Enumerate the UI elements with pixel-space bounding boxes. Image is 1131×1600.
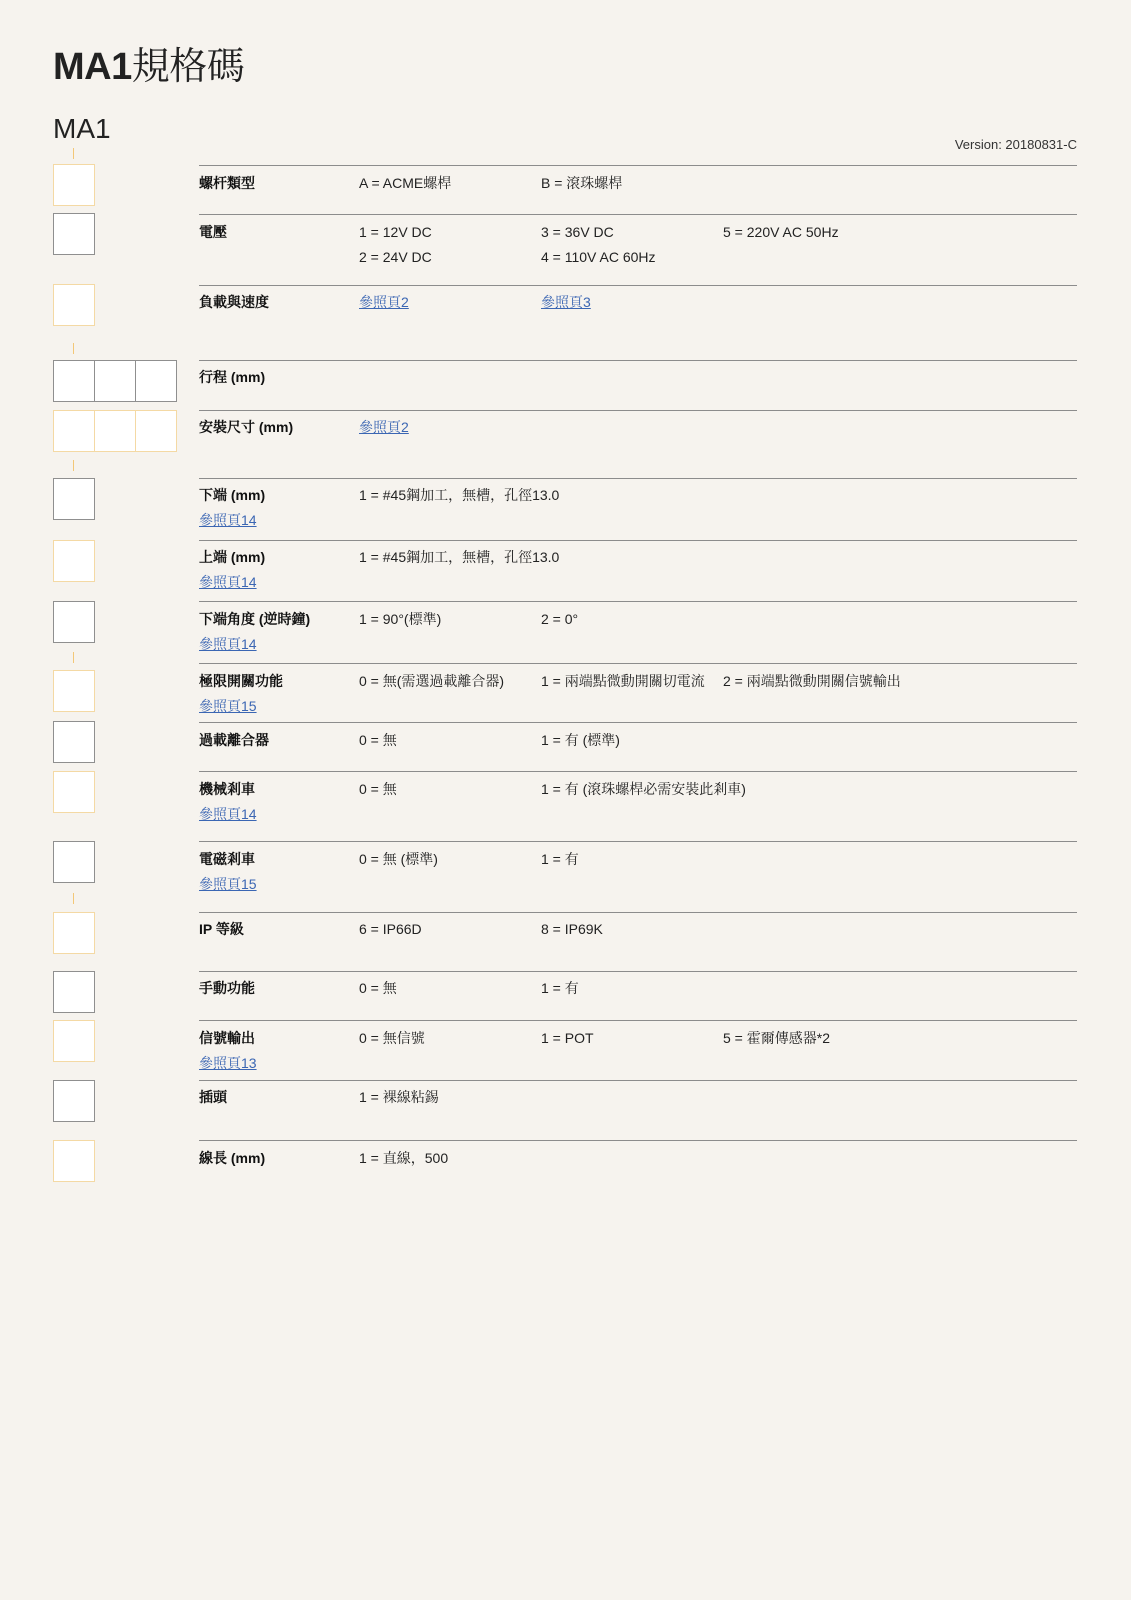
row-divider [199, 722, 1077, 723]
row-divider [199, 841, 1077, 842]
spec-option: 1 = #45鋼加工，無槽，孔徑13.0 [359, 549, 560, 565]
spec-label: 機械剎車 [199, 781, 255, 797]
spec-option: 0 = 無 (標準) [359, 851, 438, 867]
spec-option: 0 = 無 [359, 732, 397, 748]
spec-option: 8 = IP69K [541, 921, 603, 937]
spec-option: 1 = 有 (滾珠螺桿必需安裝此剎車) [541, 781, 746, 797]
connector-tick [73, 148, 74, 159]
spec-option: 2 = 0° [541, 611, 579, 627]
spec-label: 負載與速度 [199, 294, 269, 310]
spec-option: 1 = 12V DC [359, 224, 432, 240]
spec-option: 2 = 24V DC [359, 249, 432, 265]
spec-label: 插頭 [199, 1089, 227, 1105]
code-box-ip[interactable] [53, 912, 95, 954]
spec-label: IP 等級 [199, 921, 244, 937]
spec-option: 0 = 無(需選過載離合器) [359, 673, 505, 689]
spec-option: 1 = 有 [541, 980, 579, 996]
spec-option: 5 = 220V AC 50Hz [723, 224, 839, 240]
row-divider [199, 1140, 1077, 1141]
spec-label: 螺杆類型 [199, 175, 255, 191]
code-box-voltage[interactable] [53, 213, 95, 255]
spec-option: 1 = POT [541, 1030, 594, 1046]
spec-option: 0 = 無信號 [359, 1030, 425, 1046]
page-ref-link[interactable]: 參照頁14 [199, 806, 257, 822]
row-divider [199, 663, 1077, 664]
row-divider [199, 285, 1077, 286]
row-divider [199, 478, 1077, 479]
spec-label: 上端 (mm) [199, 549, 266, 565]
code-box-signal[interactable] [53, 1020, 95, 1062]
spec-option: 5 = 霍爾傳感器*2 [723, 1030, 830, 1046]
code-box-cable[interactable] [53, 1140, 95, 1182]
page-ref-link[interactable]: 參照頁15 [199, 698, 257, 714]
spec-option: 1 = #45鋼加工，無槽，孔徑13.0 [359, 487, 560, 503]
row-divider [199, 214, 1077, 215]
page-ref-link[interactable]: 參照頁14 [199, 574, 257, 590]
page-ref-link[interactable]: 參照頁3 [541, 294, 591, 310]
spec-label: 信號輸出 [199, 1030, 255, 1046]
row-divider [199, 601, 1077, 602]
spec-label: 下端角度 (逆時鐘) [199, 611, 311, 627]
connector-tick [73, 652, 74, 663]
row-divider [199, 1020, 1077, 1021]
code-box-limit-switch[interactable] [53, 670, 95, 712]
spec-option: 4 = 110V AC 60Hz [541, 249, 656, 265]
page-ref-link[interactable]: 參照頁2 [359, 294, 409, 310]
page-ref-link[interactable]: 參照頁14 [199, 512, 257, 528]
code-box-spindle[interactable] [53, 164, 95, 206]
title-code: MA1 [53, 46, 132, 88]
page-title [53, 44, 244, 90]
code-box-clutch[interactable] [53, 721, 95, 763]
row-divider [199, 771, 1077, 772]
page-ref-link[interactable]: 參照頁14 [199, 636, 257, 652]
connector-tick [73, 893, 74, 904]
spec-option: 1 = 有 [541, 851, 579, 867]
spec-label: 手動功能 [199, 980, 255, 996]
row-divider [199, 971, 1077, 972]
code-box-em-brake[interactable] [53, 841, 95, 883]
spec-option: 1 = 有 (標準) [541, 732, 620, 748]
code-box-front-end[interactable] [53, 540, 95, 582]
page-ref-link[interactable]: 參照頁13 [199, 1055, 257, 1071]
code-box-plug[interactable] [53, 1080, 95, 1122]
spec-option: B = 滾珠螺桿 [541, 175, 623, 191]
code-box-manual[interactable] [53, 971, 95, 1013]
spec-option: 1 = 裸線粘錫 [359, 1089, 439, 1105]
spec-label: 行程 (mm) [199, 369, 266, 385]
code-box-install[interactable] [53, 410, 177, 452]
page-ref-link[interactable]: 參照頁2 [359, 419, 409, 435]
spec-label: 安裝尺寸 (mm) [199, 419, 294, 435]
code-box-stroke[interactable] [53, 360, 177, 402]
version-label: Version: 20180831-C [954, 137, 1077, 152]
spec-option: 0 = 無 [359, 781, 397, 797]
spec-label: 電壓 [199, 224, 227, 240]
connector-tick [73, 460, 74, 471]
row-divider [199, 360, 1077, 361]
model-code: MA1 [53, 113, 111, 144]
row-divider [199, 1080, 1077, 1081]
page-ref-link[interactable]: 參照頁15 [199, 876, 257, 892]
spec-label: 極限開關功能 [199, 673, 283, 689]
title-text: 規格碼 [131, 46, 245, 88]
spec-label: 線長 (mm) [199, 1150, 266, 1166]
code-box-load-speed[interactable] [53, 284, 95, 326]
spec-option: 1 = 直線，500 [359, 1150, 449, 1166]
spec-label: 下端 (mm) [199, 487, 266, 503]
code-box-rear-angle[interactable] [53, 601, 95, 643]
row-divider [199, 540, 1077, 541]
code-box-rear-end[interactable] [53, 478, 95, 520]
spec-option: 1 = 兩端點微動開關切電流 [541, 673, 705, 689]
spec-option: 0 = 無 [359, 980, 397, 996]
spec-option: 2 = 兩端點微動開關信號輸出 [723, 673, 901, 689]
spec-option: A = ACME螺桿 [359, 175, 452, 191]
spec-label: 過載離合器 [199, 732, 269, 748]
spec-option: 3 = 36V DC [541, 224, 614, 240]
spec-option: 6 = IP66D [359, 921, 422, 937]
connector-tick [73, 343, 74, 354]
spec-label: 電磁剎車 [199, 851, 255, 867]
row-divider [199, 165, 1077, 166]
row-divider [199, 912, 1077, 913]
code-box-mech-brake[interactable] [53, 771, 95, 813]
spec-option: 1 = 90°(標準) [359, 611, 442, 627]
row-divider [199, 410, 1077, 411]
